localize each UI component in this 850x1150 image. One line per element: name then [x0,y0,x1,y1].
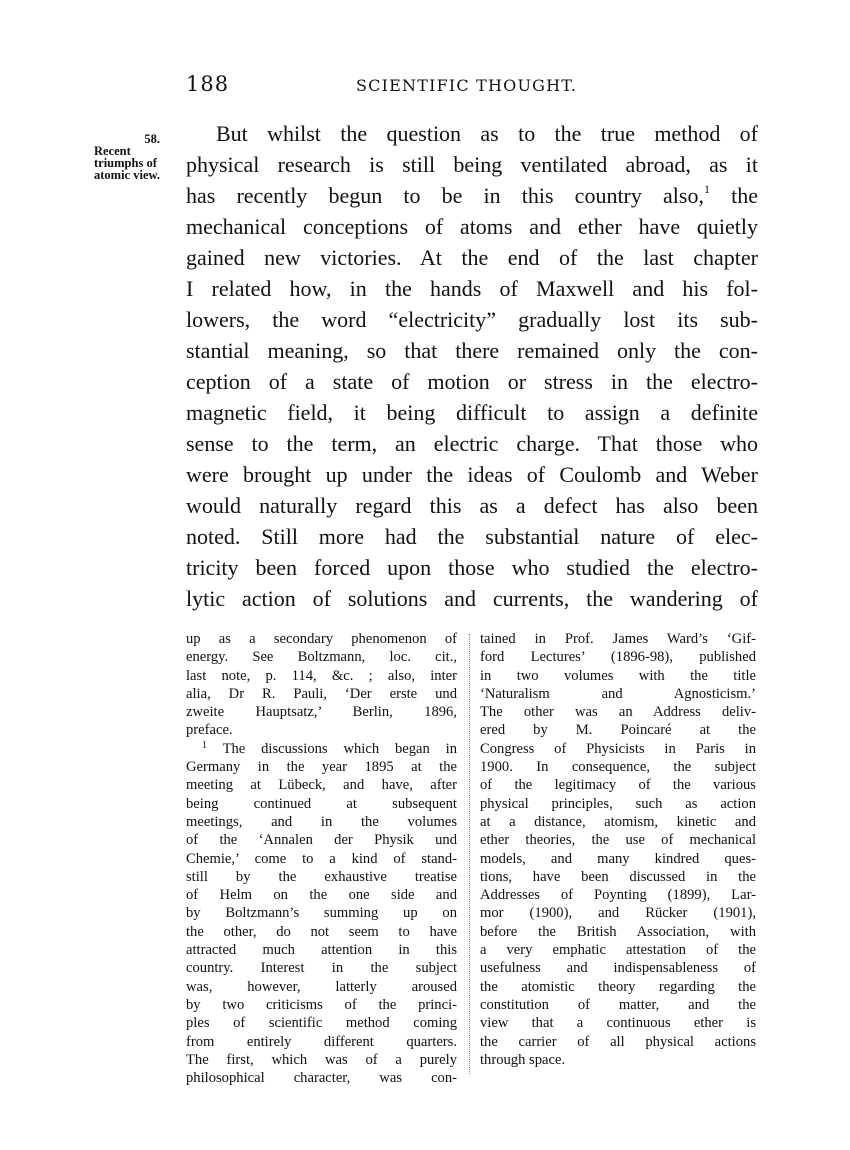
column-divider [469,634,470,1074]
body-line: lowers, the word “electricity” gradually lost its sub- [186,307,758,332]
footnote-line: country. Interest in the subject [186,960,457,977]
footnote-marker: 1 [202,739,207,751]
running-title: SCIENTIFIC THOUGHT. [356,76,578,95]
footnote-line: the atomistic theory regarding the [480,978,756,995]
footnote-line: before the British Association, with [480,923,756,940]
body-text [186,118,758,614]
body-line: noted. Still more had the substantial nature of elec- [186,524,758,549]
footnote-line: The other was an Address deliv- [480,704,756,721]
footnote-line: ered by M. Poincaré at the [480,722,756,739]
footnote-line: usefulness and indispensableness of [480,960,756,977]
body-line-with-footnote [186,180,758,211]
footnote-line: mor (1900), and Rücker (1901), [480,905,756,922]
footnote-line: Congress of Physicists in Paris in [480,740,756,757]
footnote-line: meetings, and in the volumes [186,813,457,830]
footnote-line: by Boltzmann’s summing up on [186,905,457,922]
footnote-line: the other, do not seem to have [186,923,457,940]
footnote-line: Addresses of Poynting (1899), Lar- [480,887,756,904]
footnote-line: last note, p. 114, &c. ; also, inter [186,667,457,684]
page-number: 188 [186,72,230,96]
body-line-text: has recently begun to be in this country also, [186,183,704,208]
footnote-reference[interactable]: 1 [703,182,710,196]
body-line: magnetic field, it being difficult to assign a definite [186,400,758,425]
footnote-line: tained in Prof. James Ward’s ‘Gif- [480,631,756,647]
body-line: sense to the term, an electric charge. That those who [186,431,758,456]
footnote-line: Germany in the year 1895 at the [186,759,457,776]
body-line: stantial meaning, so that there remained only the con- [186,338,758,363]
section-number: 58. [144,132,160,146]
body-line-tail: the [709,183,758,208]
body-line: But whilst the question as to the true method of [216,121,758,146]
footnote-line: in two volumes with the title [480,667,756,684]
footnote-line: still by the exhaustive treatise [186,868,457,885]
footnote-line: preface. [186,722,233,739]
footnote-line: constitution of matter, and the [480,996,756,1013]
margin-note-line: atomic view. [94,168,160,182]
footnote-line: view that a continuous ether is [480,1015,756,1032]
footnote-line: ether theories, the use of mechanical [480,832,756,849]
page-header [186,72,756,104]
margin-note [94,133,184,181]
footnote-line: by two criticisms of the princi- [186,996,457,1013]
body-line: would naturally regard this as a defect has also been [186,493,758,518]
footnote-line: up as a secondary phenomenon of [186,631,457,647]
footnote-line: attracted much attention in this [186,942,457,959]
body-line: gained new victories. At the end of the last chapter [186,245,758,270]
footnote-line: tions, have been discussed in the [480,868,756,885]
body-line: physical research is still being ventilated abroad, as it [186,152,758,177]
footnote-line: from entirely different quarters. [186,1033,457,1050]
footnote-line: ples of scientific method coming [186,1015,457,1032]
body-line: ception of a state of motion or stress in the electro- [186,369,758,394]
margin-note-line: Recent [94,144,131,158]
footnote-line: models, and many kindred ques- [480,850,756,867]
body-line: lytic action of solutions and currents, the wandering of [186,586,758,611]
footnote-line: ford Lectures’ (1896-98), published [480,649,756,666]
footnote-line: was, however, latterly aroused [186,978,457,995]
footnote-line-text: The discussions which began in [222,740,458,757]
footnote-line: The first, which was of a purely [186,1051,457,1068]
footnotes-right-column [480,630,756,1069]
footnote-line: of Helm on the one side and [186,887,457,904]
footnote-line: being continued at subsequent [186,795,457,812]
footnotes-left-column [186,630,457,1087]
footnote-line: zweite Hauptsatz,’ Berlin, 1896, [186,704,457,721]
footnote-line: 1900. In consequence, the subject [480,759,756,776]
footnote-line: energy. See Boltzmann, loc. cit., [186,649,457,666]
footnote-line: meeting at Lübeck, and have, after [186,777,457,794]
body-line: tricity been forced upon those who studied the electro- [186,555,758,580]
footnote-line: of the ‘Annalen der Physik und [186,832,457,849]
footnote-line: physical principles, such as action [480,795,756,812]
footnote-line: ‘Naturalism and Agnosticism.’ [480,685,756,702]
footnote-line: the carrier of all physical actions [480,1033,756,1050]
margin-note-line: triumphs of [94,156,157,170]
footnote-line: philosophical character, was con- [186,1070,457,1087]
footnote-line: a very emphatic attestation of the [480,942,756,959]
footnote-line: Chemie,’ come to a kind of stand- [186,850,457,867]
body-line: were brought up under the ideas of Coulomb and Weber [186,462,758,487]
body-line: mechanical conceptions of atoms and ether have quietly [186,214,758,239]
body-line: I related how, in the hands of Maxwell and his fol- [186,276,758,301]
footnote-line: of the legitimacy of the various [480,777,756,794]
footnote-line: alia, Dr R. Pauli, ‘Der erste und [186,685,457,702]
footnote-line: through space. [480,1051,566,1068]
footnote-line: at a distance, atomism, kinetic and [480,813,756,830]
footnote-1-start [186,740,457,758]
